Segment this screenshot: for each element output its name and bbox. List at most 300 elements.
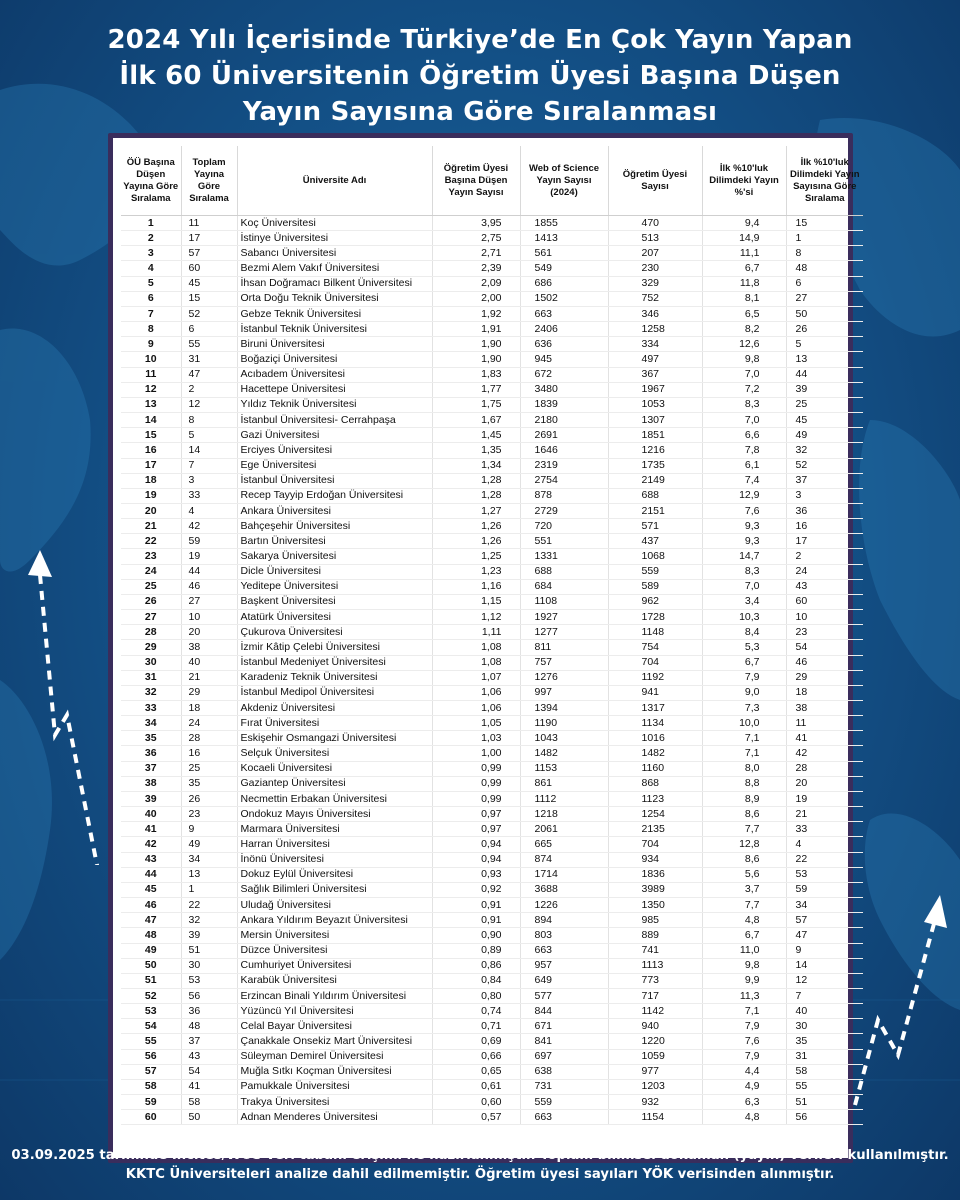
- cell-top10-rank: 40: [786, 1004, 863, 1019]
- cell-top10-rank: 4: [786, 837, 863, 852]
- cell-university-name: Recep Tayyip Erdoğan Üniversitesi: [237, 488, 432, 503]
- table-row: [121, 231, 863, 246]
- cell-faculty-count: 1258: [608, 322, 702, 337]
- cell-pubs-per-faculty: 1,91: [432, 322, 520, 337]
- cell-faculty-count: 1307: [608, 413, 702, 428]
- cell-ou-rank: 56: [121, 1049, 181, 1064]
- cell-wos-count: 2729: [520, 503, 608, 518]
- header-total-rank: Toplam Yayına Göre Sıralama: [181, 146, 237, 216]
- cell-pubs-per-faculty: 1,05: [432, 716, 520, 731]
- cell-pubs-per-faculty: 1,75: [432, 397, 520, 412]
- cell-faculty-count: 2135: [608, 822, 702, 837]
- cell-top10-rank: 39: [786, 382, 863, 397]
- table-row: [121, 1110, 863, 1125]
- cell-ou-rank: 25: [121, 579, 181, 594]
- table-row: [121, 291, 863, 306]
- cell-top10-percent: 4,9: [702, 1079, 786, 1094]
- cell-pubs-per-faculty: 0,57: [432, 1110, 520, 1125]
- cell-top10-percent: 11,3: [702, 988, 786, 1003]
- cell-top10-percent: 7,9: [702, 670, 786, 685]
- cell-wos-count: 686: [520, 276, 608, 291]
- cell-top10-percent: 10,3: [702, 610, 786, 625]
- cell-total-rank: 26: [181, 791, 237, 806]
- cell-ou-rank: 34: [121, 716, 181, 731]
- cell-faculty-count: 688: [608, 488, 702, 503]
- cell-ou-rank: 37: [121, 761, 181, 776]
- cell-top10-percent: 7,0: [702, 367, 786, 382]
- cell-wos-count: 551: [520, 534, 608, 549]
- cell-top10-rank: 45: [786, 413, 863, 428]
- cell-top10-rank: 25: [786, 397, 863, 412]
- cell-pubs-per-faculty: 0,99: [432, 761, 520, 776]
- cell-wos-count: 2180: [520, 413, 608, 428]
- cell-university-name: Sabancı Üniversitesi: [237, 246, 432, 261]
- cell-top10-percent: 7,9: [702, 1049, 786, 1064]
- table-row: [121, 352, 863, 367]
- cell-university-name: İstanbul Üniversitesi- Cerrahpaşa: [237, 413, 432, 428]
- table-row: [121, 1049, 863, 1064]
- cell-total-rank: 58: [181, 1095, 237, 1110]
- cell-ou-rank: 7: [121, 306, 181, 321]
- cell-wos-count: 878: [520, 488, 608, 503]
- cell-top10-percent: 9,3: [702, 519, 786, 534]
- cell-wos-count: 731: [520, 1079, 608, 1094]
- table-row: [121, 988, 863, 1003]
- cell-top10-percent: 10,0: [702, 716, 786, 731]
- cell-faculty-count: 752: [608, 291, 702, 306]
- table-row: [121, 519, 863, 534]
- cell-ou-rank: 24: [121, 564, 181, 579]
- page-title: [0, 22, 960, 130]
- table-row: [121, 428, 863, 443]
- cell-ou-rank: 40: [121, 807, 181, 822]
- cell-pubs-per-faculty: 0,94: [432, 837, 520, 852]
- cell-faculty-count: 437: [608, 534, 702, 549]
- cell-ou-rank: 23: [121, 549, 181, 564]
- cell-ou-rank: 3: [121, 246, 181, 261]
- table-row: [121, 776, 863, 791]
- table-row: [121, 503, 863, 518]
- cell-university-name: Akdeniz Üniversitesi: [237, 701, 432, 716]
- cell-wos-count: 2061: [520, 822, 608, 837]
- cell-top10-percent: 7,1: [702, 746, 786, 761]
- cell-faculty-count: 367: [608, 367, 702, 382]
- cell-top10-rank: 46: [786, 655, 863, 670]
- cell-wos-count: 649: [520, 973, 608, 988]
- cell-university-name: Ege Üniversitesi: [237, 458, 432, 473]
- cell-pubs-per-faculty: 0,74: [432, 1004, 520, 1019]
- cell-top10-percent: 5,6: [702, 867, 786, 882]
- cell-top10-percent: 4,8: [702, 913, 786, 928]
- table-row: [121, 1095, 863, 1110]
- cell-top10-rank: 31: [786, 1049, 863, 1064]
- cell-university-name: Dokuz Eylül Üniversitesi: [237, 867, 432, 882]
- cell-ou-rank: 55: [121, 1034, 181, 1049]
- cell-faculty-count: 1142: [608, 1004, 702, 1019]
- cell-faculty-count: 2149: [608, 473, 702, 488]
- cell-total-rank: 56: [181, 988, 237, 1003]
- footer-line-2: KKTC Üniversiteleri analize dahil edilmemiştir. Öğretim üyesi sayıları YÖK verisinden alınmıştır.: [125, 1167, 835, 1182]
- cell-wos-count: 803: [520, 928, 608, 943]
- cell-university-name: Çukurova Üniversitesi: [237, 625, 432, 640]
- cell-university-name: Karabük Üniversitesi: [237, 973, 432, 988]
- cell-ou-rank: 17: [121, 458, 181, 473]
- cell-total-rank: 33: [181, 488, 237, 503]
- cell-top10-percent: 7,7: [702, 822, 786, 837]
- cell-faculty-count: 1735: [608, 458, 702, 473]
- cell-ou-rank: 5: [121, 276, 181, 291]
- cell-university-name: İstanbul Medipol Üniversitesi: [237, 685, 432, 700]
- cell-pubs-per-faculty: 0,89: [432, 943, 520, 958]
- ranking-table: [121, 146, 863, 1125]
- cell-wos-count: 663: [520, 306, 608, 321]
- cell-total-rank: 36: [181, 1004, 237, 1019]
- cell-top10-rank: 5: [786, 337, 863, 352]
- cell-ou-rank: 44: [121, 867, 181, 882]
- title-line-3: Yayın Sayısına Göre Sıralanması: [242, 97, 718, 127]
- cell-pubs-per-faculty: 0,92: [432, 882, 520, 897]
- cell-total-rank: 12: [181, 397, 237, 412]
- cell-ou-rank: 45: [121, 882, 181, 897]
- cell-faculty-count: 985: [608, 913, 702, 928]
- cell-ou-rank: 14: [121, 413, 181, 428]
- cell-total-rank: 13: [181, 867, 237, 882]
- cell-ou-rank: 60: [121, 1110, 181, 1125]
- cell-top10-percent: 7,3: [702, 701, 786, 716]
- table-row: [121, 337, 863, 352]
- cell-pubs-per-faculty: 0,86: [432, 958, 520, 973]
- cell-pubs-per-faculty: 1,77: [432, 382, 520, 397]
- cell-wos-count: 3480: [520, 382, 608, 397]
- cell-top10-percent: 11,8: [702, 276, 786, 291]
- cell-faculty-count: 2151: [608, 503, 702, 518]
- cell-pubs-per-faculty: 1,00: [432, 746, 520, 761]
- cell-total-rank: 11: [181, 216, 237, 231]
- cell-top10-rank: 3: [786, 488, 863, 503]
- cell-top10-rank: 16: [786, 519, 863, 534]
- cell-ou-rank: 10: [121, 352, 181, 367]
- cell-total-rank: 50: [181, 1110, 237, 1125]
- cell-wos-count: 1646: [520, 443, 608, 458]
- cell-ou-rank: 52: [121, 988, 181, 1003]
- cell-top10-percent: 8,9: [702, 791, 786, 806]
- cell-top10-rank: 12: [786, 973, 863, 988]
- cell-ou-rank: 46: [121, 898, 181, 913]
- cell-ou-rank: 32: [121, 685, 181, 700]
- cell-ou-rank: 38: [121, 776, 181, 791]
- cell-faculty-count: 1851: [608, 428, 702, 443]
- cell-pubs-per-faculty: 0,69: [432, 1034, 520, 1049]
- cell-top10-percent: 8,8: [702, 776, 786, 791]
- cell-top10-rank: 54: [786, 640, 863, 655]
- cell-top10-rank: 24: [786, 564, 863, 579]
- cell-top10-percent: 3,4: [702, 594, 786, 609]
- cell-faculty-count: 704: [608, 837, 702, 852]
- cell-faculty-count: 941: [608, 685, 702, 700]
- ranking-table-card: [108, 133, 860, 1163]
- cell-top10-percent: 8,6: [702, 852, 786, 867]
- cell-top10-percent: 7,0: [702, 579, 786, 594]
- cell-top10-percent: 6,7: [702, 928, 786, 943]
- cell-ou-rank: 54: [121, 1019, 181, 1034]
- cell-top10-percent: 9,3: [702, 534, 786, 549]
- table-row: [121, 655, 863, 670]
- cell-wos-count: 1331: [520, 549, 608, 564]
- cell-pubs-per-faculty: 2,09: [432, 276, 520, 291]
- cell-top10-rank: 2: [786, 549, 863, 564]
- cell-total-rank: 20: [181, 625, 237, 640]
- cell-total-rank: 18: [181, 701, 237, 716]
- cell-university-name: Sağlık Bilimleri Üniversitesi: [237, 882, 432, 897]
- cell-pubs-per-faculty: 1,92: [432, 306, 520, 321]
- cell-university-name: Yüzüncü Yıl Üniversitesi: [237, 1004, 432, 1019]
- footer-note: [0, 1146, 960, 1184]
- cell-pubs-per-faculty: 2,71: [432, 246, 520, 261]
- cell-faculty-count: 1192: [608, 670, 702, 685]
- cell-total-rank: 51: [181, 943, 237, 958]
- table-row: [121, 807, 863, 822]
- cell-university-name: Adnan Menderes Üniversitesi: [237, 1110, 432, 1125]
- table-row: [121, 488, 863, 503]
- cell-wos-count: 1927: [520, 610, 608, 625]
- cell-pubs-per-faculty: 1,34: [432, 458, 520, 473]
- table-row: [121, 822, 863, 837]
- cell-ou-rank: 59: [121, 1095, 181, 1110]
- cell-total-rank: 49: [181, 837, 237, 852]
- cell-wos-count: 811: [520, 640, 608, 655]
- cell-total-rank: 5: [181, 428, 237, 443]
- cell-university-name: İnönü Üniversitesi: [237, 852, 432, 867]
- cell-top10-rank: 6: [786, 276, 863, 291]
- cell-top10-rank: 55: [786, 1079, 863, 1094]
- cell-total-rank: 24: [181, 716, 237, 731]
- table-row: [121, 306, 863, 321]
- cell-university-name: Süleyman Demirel Üniversitesi: [237, 1049, 432, 1064]
- cell-university-name: Ankara Üniversitesi: [237, 503, 432, 518]
- cell-university-name: Yıldız Teknik Üniversitesi: [237, 397, 432, 412]
- cell-faculty-count: 1728: [608, 610, 702, 625]
- cell-pubs-per-faculty: 1,06: [432, 685, 520, 700]
- cell-top10-percent: 6,1: [702, 458, 786, 473]
- header-ou-rank: ÖÜ Başına Düşen Yayına Göre Sıralama: [121, 146, 181, 216]
- cell-faculty-count: 1016: [608, 731, 702, 746]
- cell-top10-percent: 7,0: [702, 413, 786, 428]
- cell-university-name: Koç Üniversitesi: [237, 216, 432, 231]
- cell-total-rank: 30: [181, 958, 237, 973]
- cell-total-rank: 19: [181, 549, 237, 564]
- cell-total-rank: 37: [181, 1034, 237, 1049]
- table-row: [121, 746, 863, 761]
- cell-total-rank: 44: [181, 564, 237, 579]
- cell-top10-rank: 9: [786, 943, 863, 958]
- cell-total-rank: 60: [181, 261, 237, 276]
- cell-top10-rank: 28: [786, 761, 863, 776]
- cell-wos-count: 671: [520, 1019, 608, 1034]
- cell-ou-rank: 47: [121, 913, 181, 928]
- cell-total-rank: 42: [181, 519, 237, 534]
- cell-top10-percent: 9,8: [702, 958, 786, 973]
- cell-top10-percent: 8,3: [702, 397, 786, 412]
- table-row: [121, 761, 863, 776]
- cell-ou-rank: 1: [121, 216, 181, 231]
- cell-total-rank: 15: [181, 291, 237, 306]
- cell-top10-percent: 11,0: [702, 943, 786, 958]
- table-row: [121, 731, 863, 746]
- cell-faculty-count: 962: [608, 594, 702, 609]
- cell-top10-rank: 19: [786, 791, 863, 806]
- cell-university-name: Bartın Üniversitesi: [237, 534, 432, 549]
- cell-total-rank: 32: [181, 913, 237, 928]
- cell-pubs-per-faculty: 0,93: [432, 867, 520, 882]
- cell-total-rank: 22: [181, 898, 237, 913]
- cell-university-name: Hacettepe Üniversitesi: [237, 382, 432, 397]
- cell-top10-rank: 29: [786, 670, 863, 685]
- cell-total-rank: 59: [181, 534, 237, 549]
- cell-top10-percent: 12,9: [702, 488, 786, 503]
- cell-faculty-count: 1134: [608, 716, 702, 731]
- cell-total-rank: 48: [181, 1019, 237, 1034]
- cell-university-name: Ondokuz Mayıs Üniversitesi: [237, 807, 432, 822]
- cell-university-name: Gebze Teknik Üniversitesi: [237, 306, 432, 321]
- cell-wos-count: 1112: [520, 791, 608, 806]
- cell-total-rank: 6: [181, 322, 237, 337]
- cell-ou-rank: 9: [121, 337, 181, 352]
- cell-faculty-count: 329: [608, 276, 702, 291]
- cell-faculty-count: 470: [608, 216, 702, 231]
- cell-top10-rank: 14: [786, 958, 863, 973]
- cell-ou-rank: 18: [121, 473, 181, 488]
- cell-faculty-count: 589: [608, 579, 702, 594]
- cell-ou-rank: 39: [121, 791, 181, 806]
- cell-total-rank: 28: [181, 731, 237, 746]
- cell-top10-rank: 52: [786, 458, 863, 473]
- cell-top10-rank: 42: [786, 746, 863, 761]
- cell-pubs-per-faculty: 0,91: [432, 913, 520, 928]
- cell-faculty-count: 1113: [608, 958, 702, 973]
- cell-total-rank: 40: [181, 655, 237, 670]
- cell-faculty-count: 1254: [608, 807, 702, 822]
- cell-pubs-per-faculty: 1,26: [432, 534, 520, 549]
- cell-wos-count: 697: [520, 1049, 608, 1064]
- title-line-2: İlk 60 Üniversitenin Öğretim Üyesi Başına Düşen: [119, 61, 841, 91]
- table-row: [121, 1004, 863, 1019]
- cell-faculty-count: 741: [608, 943, 702, 958]
- cell-pubs-per-faculty: 1,67: [432, 413, 520, 428]
- cell-university-name: Harran Üniversitesi: [237, 837, 432, 852]
- cell-pubs-per-faculty: 0,90: [432, 928, 520, 943]
- cell-top10-rank: 30: [786, 1019, 863, 1034]
- cell-pubs-per-faculty: 1,15: [432, 594, 520, 609]
- cell-top10-percent: 7,9: [702, 1019, 786, 1034]
- cell-top10-rank: 1: [786, 231, 863, 246]
- cell-ou-rank: 50: [121, 958, 181, 973]
- cell-ou-rank: 22: [121, 534, 181, 549]
- cell-wos-count: 549: [520, 261, 608, 276]
- header-top10-rank: İlk %10'luk Dilimdeki Yayın Sayısına Göre Sıralama: [786, 146, 863, 216]
- cell-wos-count: 663: [520, 943, 608, 958]
- cell-wos-count: 672: [520, 367, 608, 382]
- header-pubs-per-faculty: Öğretim Üyesi Başına Düşen Yayın Sayısı: [432, 146, 520, 216]
- table-row: [121, 322, 863, 337]
- cell-top10-rank: 60: [786, 594, 863, 609]
- cell-top10-rank: 50: [786, 306, 863, 321]
- cell-wos-count: 1482: [520, 746, 608, 761]
- cell-pubs-per-faculty: 1,27: [432, 503, 520, 518]
- cell-top10-percent: 14,7: [702, 549, 786, 564]
- cell-top10-percent: 7,6: [702, 1034, 786, 1049]
- cell-university-name: Yeditepe Üniversitesi: [237, 579, 432, 594]
- table-row: [121, 473, 863, 488]
- cell-faculty-count: 207: [608, 246, 702, 261]
- table-row: [121, 458, 863, 473]
- cell-wos-count: 2406: [520, 322, 608, 337]
- cell-top10-rank: 7: [786, 988, 863, 1003]
- cell-wos-count: 1413: [520, 231, 608, 246]
- cell-wos-count: 1276: [520, 670, 608, 685]
- cell-pubs-per-faculty: 0,66: [432, 1049, 520, 1064]
- cell-top10-percent: 4,8: [702, 1110, 786, 1125]
- table-row: [121, 791, 863, 806]
- cell-pubs-per-faculty: 0,99: [432, 776, 520, 791]
- cell-ou-rank: 36: [121, 746, 181, 761]
- cell-ou-rank: 51: [121, 973, 181, 988]
- cell-pubs-per-faculty: 0,60: [432, 1095, 520, 1110]
- cell-pubs-per-faculty: 1,12: [432, 610, 520, 625]
- cell-university-name: Erciyes Üniversitesi: [237, 443, 432, 458]
- cell-university-name: Mersin Üniversitesi: [237, 928, 432, 943]
- cell-ou-rank: 4: [121, 261, 181, 276]
- cell-top10-percent: 9,9: [702, 973, 786, 988]
- cell-top10-percent: 6,7: [702, 261, 786, 276]
- cell-top10-percent: 8,6: [702, 807, 786, 822]
- cell-wos-count: 861: [520, 776, 608, 791]
- cell-top10-percent: 8,0: [702, 761, 786, 776]
- cell-top10-percent: 4,4: [702, 1064, 786, 1079]
- cell-top10-rank: 21: [786, 807, 863, 822]
- right-dashed-arrow: [850, 890, 960, 1110]
- cell-faculty-count: 934: [608, 852, 702, 867]
- cell-pubs-per-faculty: 1,26: [432, 519, 520, 534]
- header-faculty-count: Öğretim Üyesi Sayısı: [608, 146, 702, 216]
- cell-total-rank: 31: [181, 352, 237, 367]
- table-row: [121, 594, 863, 609]
- table-row: [121, 670, 863, 685]
- table-body: [121, 216, 863, 1125]
- cell-university-name: İstinye Üniversitesi: [237, 231, 432, 246]
- cell-total-rank: 35: [181, 776, 237, 791]
- cell-pubs-per-faculty: 0,97: [432, 822, 520, 837]
- cell-wos-count: 684: [520, 579, 608, 594]
- cell-total-rank: 39: [181, 928, 237, 943]
- cell-university-name: Celal Bayar Üniversitesi: [237, 1019, 432, 1034]
- cell-university-name: Kocaeli Üniversitesi: [237, 761, 432, 776]
- table-row: [121, 958, 863, 973]
- cell-faculty-count: 1836: [608, 867, 702, 882]
- cell-faculty-count: 1123: [608, 791, 702, 806]
- cell-top10-rank: 32: [786, 443, 863, 458]
- cell-faculty-count: 1350: [608, 898, 702, 913]
- cell-ou-rank: 30: [121, 655, 181, 670]
- cell-pubs-per-faculty: 1,28: [432, 488, 520, 503]
- table-row: [121, 216, 863, 231]
- cell-top10-rank: 33: [786, 822, 863, 837]
- table-row: [121, 867, 863, 882]
- cell-top10-rank: 17: [786, 534, 863, 549]
- cell-total-rank: 23: [181, 807, 237, 822]
- cell-pubs-per-faculty: 1,16: [432, 579, 520, 594]
- table-row: [121, 276, 863, 291]
- cell-university-name: Pamukkale Üniversitesi: [237, 1079, 432, 1094]
